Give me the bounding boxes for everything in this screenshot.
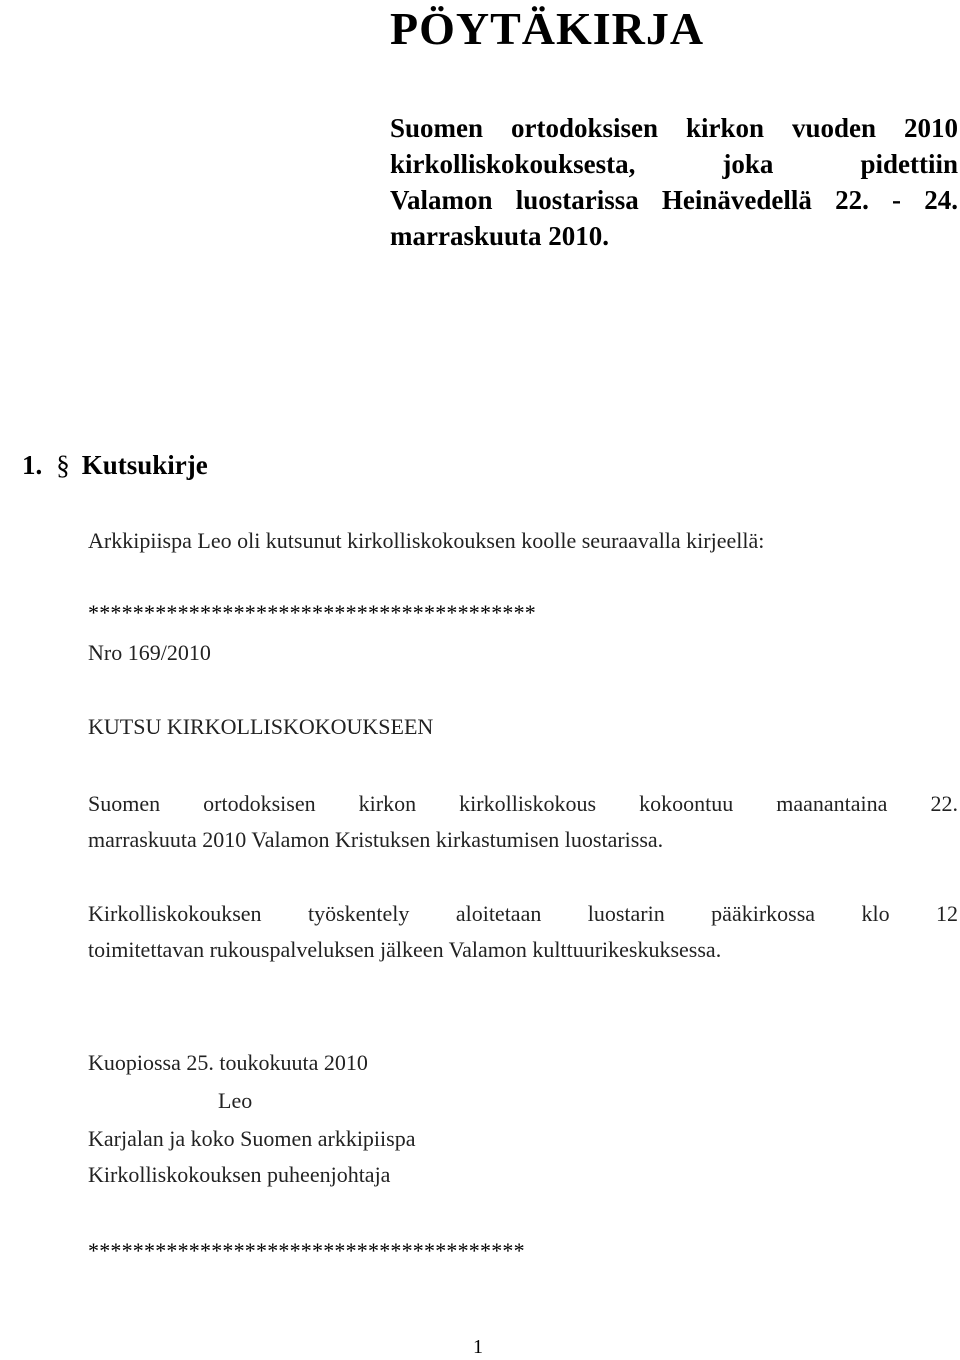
signature-title-1: Karjalan ja koko Suomen arkkipiispa xyxy=(88,1126,416,1151)
paragraph1-line-1: Suomen ortodoksisen kirkon kirkolliskokous kokoontuu maanantaina 22. xyxy=(88,791,958,816)
subtitle-line-1: Suomen ortodoksisen kirkon vuoden 2010 xyxy=(390,113,958,143)
section-heading xyxy=(22,450,208,481)
intro-text: Arkkipiispa Leo oli kutsunut kirkolliskokouksen koolle seuraavalla kirjeellä: xyxy=(88,528,765,553)
paragraph1-line-2: marraskuuta 2010 Valamon Kristuksen kirkastumisen luostarissa. xyxy=(88,827,664,852)
signature-title-2: Kirkolliskokouksen puheenjohtaja xyxy=(88,1162,391,1187)
letter-title: KUTSU KIRKOLLISKOKOUKSEEN xyxy=(88,714,434,739)
separator-top: **************************************** xyxy=(88,600,536,625)
subtitle-line-4: marraskuuta 2010. xyxy=(390,221,610,251)
page-number: 1 xyxy=(473,1336,483,1358)
letter-number: Nro 169/2010 xyxy=(88,640,211,665)
signature-name: Leo xyxy=(218,1088,253,1113)
document-title: PÖYTÄKIRJA xyxy=(390,3,705,54)
section-number: 1. xyxy=(22,450,43,480)
paragraph2-line-2: toimitettavan rukouspalveluksen jälkeen Valamon kulttuurikeskuksessa. xyxy=(88,937,722,962)
section-title: Kutsukirje xyxy=(81,450,208,480)
subtitle-line-2: kirkolliskokouksesta, joka pidettiin xyxy=(390,149,958,179)
paragraph2-line-1: Kirkolliskokouksen työskentely aloitetaan luostarin pääkirkossa klo 12 xyxy=(88,901,958,926)
subtitle-line-3: Valamon luostarissa Heinävedellä 22. - 24. xyxy=(390,185,958,215)
section-symbol: § xyxy=(56,450,70,480)
place-date: Kuopiossa 25. toukokuuta 2010 xyxy=(88,1050,368,1075)
separator-bottom: *************************************** xyxy=(88,1238,525,1263)
